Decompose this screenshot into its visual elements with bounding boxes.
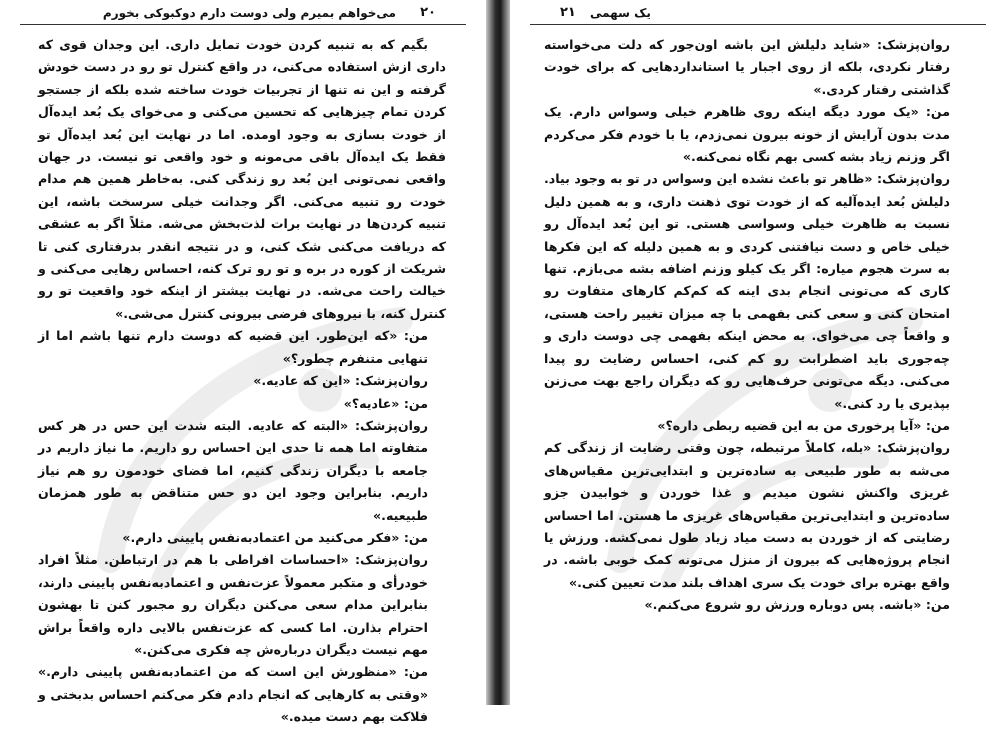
right-page-number: ۲۱ bbox=[560, 5, 576, 20]
paragraph: روان‌پزشک: «این که عادیه.» bbox=[253, 373, 428, 389]
paragraph: من: «که این‌طور. این قضیه که دوست دارم تنها باشم اما از تنهایی متنفرم چطور؟» bbox=[38, 328, 428, 366]
right-body-text bbox=[544, 34, 968, 617]
paragraph: من: «آیا پرخوری من به این قضیه ربطی داره؟» bbox=[657, 417, 950, 433]
paragraph: من: «فکر می‌کنید من اعتمادبه‌نفس پایینی دارم.» bbox=[122, 529, 428, 545]
left-running-head: می‌خواهم بمیرم ولی دوست دارم دوکبوکی بخورم bbox=[102, 6, 396, 20]
left-body-text bbox=[38, 34, 446, 729]
paragraph: روان‌پزشک: «احساسات افراطی با هم در ارتباطن. مثلاً افراد خودرأی و متکبر معمولاً عزت‌نفس و اعتمادبه‌نفس پایینی دارند، بنابراین مدام سعی می‌کنن دیگران رو مجبور کنن تا بهشون احترام بذارن. اما کسی که عزت‌نفس بالایی داره واقعاً براش مهم نیست دیگران درباره‌ش چه فکری می‌کنن.» bbox=[38, 552, 428, 657]
right-page-header bbox=[510, 4, 1006, 22]
left-header-rule bbox=[20, 24, 466, 25]
paragraph: بگیم که به تنبیه کردن خودت تمایل داری. این وجدان قوی که داری ازش استفاده می‌کنی، در واقع کنترل تو رو در دست خودش گرفته و این نه تنها از تجربیات خودت ساخته شده بلکه از جستجو کردن تمام چیزهایی که تحسین می‌کنی و می‌خوای یک بُعد ایده‌آل از خودت بسازی به وجود اومده. اما در نهایت این بُعد ایده‌آل تو فقط یک ایده‌آل باقی می‌مونه و خود واقعی تو نیست. در جهان واقعی نمی‌تونی این بُعد رو زندگی کنی. به‌خاطر همین هم مدام خودت رو تنبیه می‌کنی. اگر وجدانت خیلی سرسخت باشه، این تنبیه کردن‌ها در نهایت برات لذت‌بخش می‌شه. مثلاً اگر به عشقی که دریافت می‌کنی شک کنی، و در نتیجه انقدر بدرفتاری کنی تا شریکت از کوره در بره و تو رو ترک کنه، احساس رهایی می‌کنی و خیالت راحت می‌شه. در نهایت بیشتر از اینکه خود واقعیت تو رو کنترل کنه، با نیروهای فرضی بیرونی کنترل می‌شی.» bbox=[38, 37, 446, 321]
right-running-head: یک سهمی bbox=[590, 6, 651, 20]
right-header-rule bbox=[530, 24, 986, 25]
paragraph: روان‌پزشک: «بله، کاملاً مرتبطه، چون وقتی رضایت از زندگی کم می‌شه به طور طبیعی به ساده‌ترین و ابتدایی‌ترین مقیاس‌های غریزی واکنش نشون میدیم و غذا خوردن و خوابیدن جزو ساده‌ترین و ابتدایی‌ترین مقیاس‌های غریزی ما هستن. اما احساس رضایتی که از خوردن به دست میاد زیاد طول نمی‌کشه. ورزش یا انجام پروژه‌هایی که بیرون از منزل می‌تونه کمک خوبی باشه. در واقع بهتره برای خودت یک سری اهداف بلند مدت تعیین کنی.» bbox=[544, 440, 950, 590]
paragraph: من: «باشه. پس دوباره ورزش رو شروع می‌کنم.» bbox=[644, 597, 950, 613]
left-page-number: ۲۰ bbox=[420, 5, 436, 20]
paragraph: من: «یک مورد دیگه اینکه روی ظاهرم خیلی وسواس دارم. یک مدت بدون آرایش از خونه بیرون نمی‌زدم، یا با خودم فکر می‌کردم اگر وزنم زیاد بشه کسی بهم نگاه نمی‌کنه.» bbox=[544, 104, 950, 165]
book-gutter bbox=[486, 0, 510, 705]
paragraph: روان‌پزشک: «البته که عادیه. البته شدت این حس در هر کس متفاوته اما همه تا حدی این احساس رو داریم. ما نیاز داریم در جامعه با دیگران زندگی کنیم، اما فضای خودمون رو هم نیاز داریم. بنابراین وجود این دو حس متناقض به طور همزمان طبیعیه.» bbox=[38, 417, 428, 523]
paragraph: من: «عادیه؟» bbox=[343, 395, 428, 411]
paragraph: من: «منظورش این است که من اعتمادبه‌نفس پایینی دارم.» «وقتی به کارهایی که انجام دادم فکر می‌کنم احساس بدبختی و فلاکت بهم دست میده.» bbox=[38, 664, 428, 725]
left-page-header bbox=[0, 4, 486, 22]
right-page bbox=[510, 0, 1006, 705]
paragraph: روان‌پزشک: «شاید دلیلش این باشه اون‌جور که دلت می‌خواسته رفتار نکردی، بلکه از روی اجبار یا استانداردهایی که برای خودت گذاشتی رفتار کردی.» bbox=[544, 37, 950, 97]
left-page bbox=[0, 0, 486, 725]
paragraph: روان‌پزشک: «ظاهر تو باعث نشده این وسواس در تو به وجود بیاد. دلیلش بُعد ایده‌آلیه که از خودت توی ذهنت داری، و به همین دلیل نسبت به ظاهرت خیلی وسواسی هستی. تو این بُعد ایده‌آل رو خیلی خاص و دست نیافتنی کردی و به همین دلیله که این فکرها به سرت هجوم میاره: اگر یک کیلو وزنم اضافه بشه می‌بازم. تنها کاری که می‌تونی انجام بدی اینه که کم‌کم کارهای متفاوت رو امتحان کنی و سعی کنی بفهمی با چه میزان تغییر راحت هستی، و واقعاً چی می‌خوای. به محض اینکه بفهمی چی دوست داری و چه‌جوری باید اضطرابت رو کم کنی، احساس رضایت رو پیدا می‌کنی. دیگه می‌تونی حرف‌هایی رو که دیگران راجع بهت می‌زنن بپذیری یا رد کنی.» bbox=[544, 171, 950, 411]
